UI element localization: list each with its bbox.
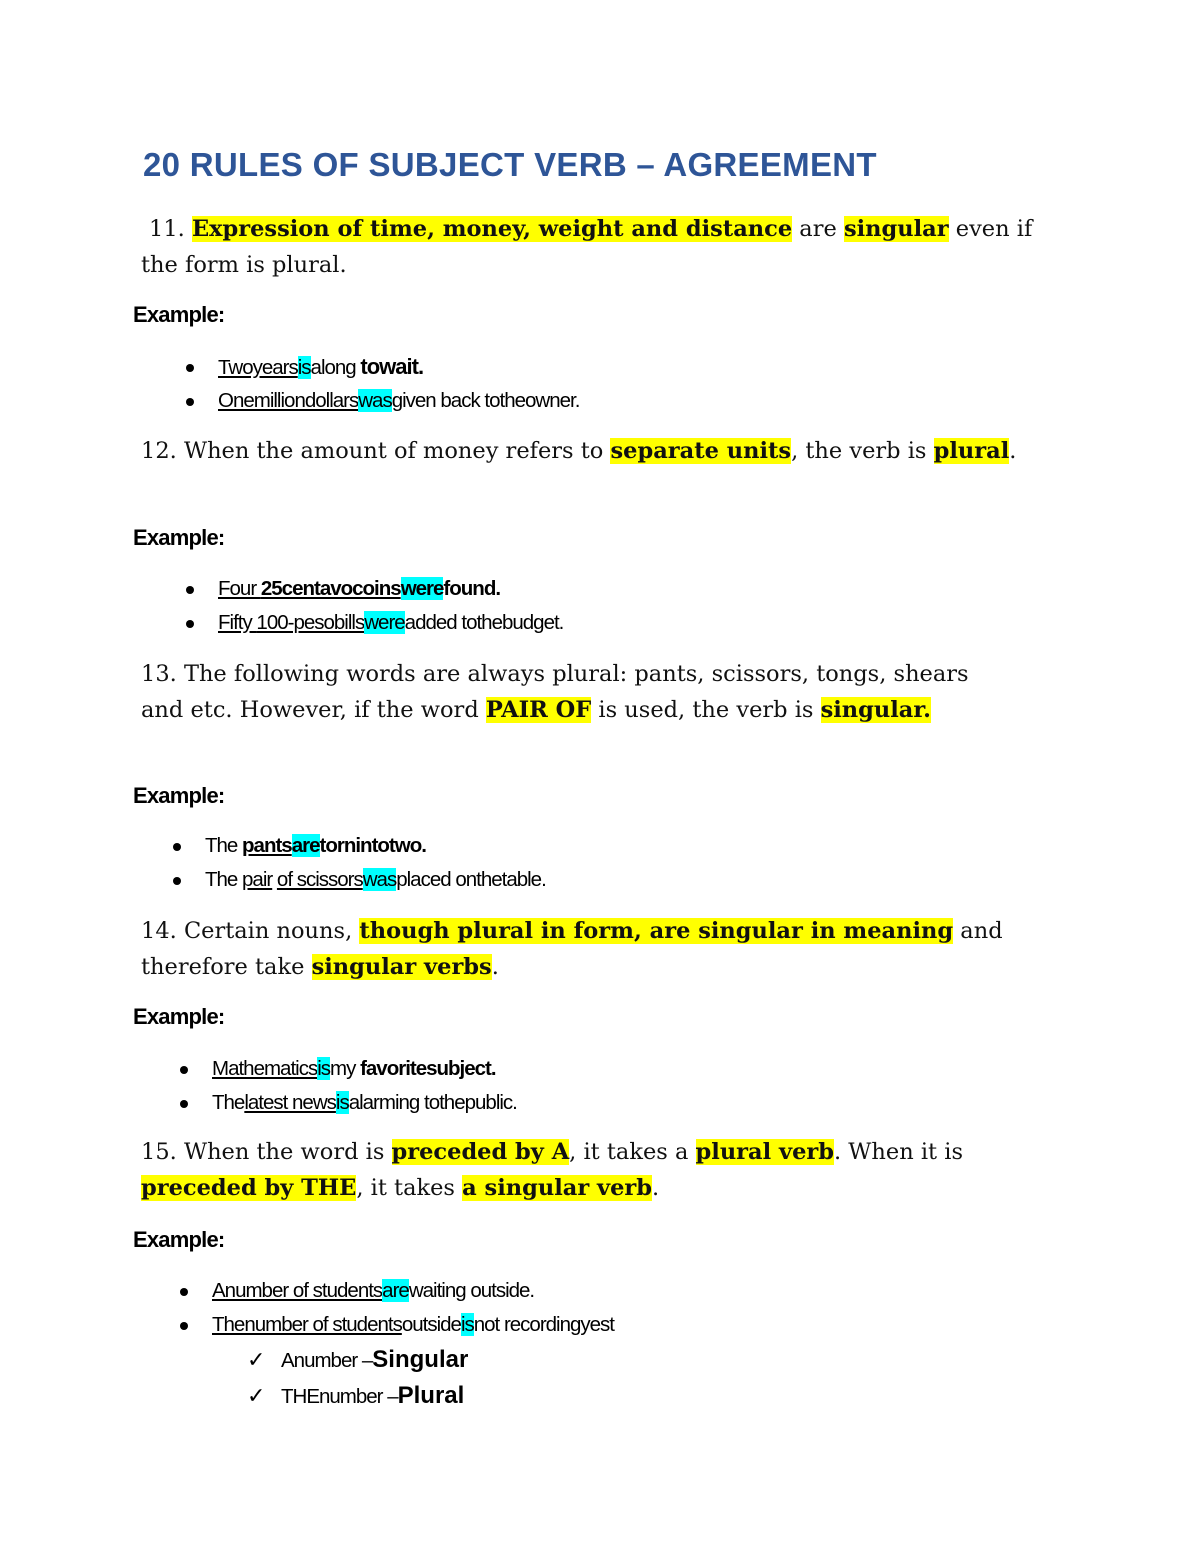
list-item — [212, 1052, 517, 1086]
bullet-icon — [186, 620, 194, 628]
list-item — [218, 384, 579, 418]
verb-highlight: were — [400, 577, 444, 600]
rule-13-text — [141, 656, 991, 728]
example-text: outside — [401, 1313, 461, 1336]
verb-highlight: is — [317, 1057, 331, 1080]
list-item — [212, 1308, 614, 1342]
example-text: not recordingyest — [473, 1313, 615, 1336]
verb-highlight: is — [460, 1313, 474, 1336]
subject-text: pants — [242, 834, 292, 857]
subject-text: Anumber of students — [212, 1279, 383, 1302]
rule-text: When the word is — [183, 1139, 392, 1165]
highlight: singular verbs — [311, 954, 492, 980]
rule-text: When the amount of money refers to — [183, 438, 611, 464]
subject-text: latest news — [244, 1091, 336, 1114]
example-list — [218, 350, 579, 418]
check-item — [247, 1378, 468, 1414]
example-text: my — [330, 1057, 361, 1080]
subject-text: 100-pesobills — [256, 611, 365, 634]
example-text: tornintotwo. — [319, 834, 426, 857]
rule-text: , it takes a — [569, 1139, 696, 1165]
example-text: The — [212, 1091, 245, 1114]
rule-11-text — [141, 211, 1041, 283]
bullet-icon — [186, 364, 194, 372]
bullet-icon — [180, 1322, 188, 1330]
highlight: Expression of time, money, weight and distance — [191, 216, 793, 242]
list-item — [218, 572, 563, 606]
checkmark-icon: ✓ — [247, 1348, 266, 1373]
subject-text: Mathematics — [212, 1057, 318, 1080]
example-text: towait. — [360, 354, 424, 379]
rule-text: are — [792, 216, 844, 242]
verb-highlight: is — [335, 1091, 349, 1114]
highlight: preceded by THE — [141, 1175, 357, 1201]
example-text: waiting outside. — [408, 1279, 535, 1302]
verb-highlight: was — [358, 389, 392, 412]
rule-text: , it takes — [356, 1175, 463, 1201]
example-label: Example: — [133, 525, 225, 550]
verb-highlight: is — [297, 356, 311, 379]
highlight: separate units — [610, 438, 792, 464]
bullet-icon — [186, 586, 194, 594]
bullet-icon — [186, 398, 194, 406]
example-text: alarming tothepublic. — [348, 1091, 517, 1114]
bullet-icon — [173, 877, 181, 885]
example-text: placed onthetable. — [396, 868, 546, 891]
checkmark-icon: ✓ — [247, 1384, 266, 1409]
example-text: along — [310, 356, 361, 379]
example-label: Example: — [133, 1004, 225, 1029]
rule-text: . — [652, 1175, 660, 1201]
example-list — [205, 829, 546, 897]
rule-number: 14. — [141, 918, 184, 944]
example-text: found. — [443, 577, 501, 600]
verb-highlight: are — [382, 1279, 409, 1302]
list-item — [218, 606, 563, 640]
rule-14-text — [141, 913, 1021, 985]
checklist — [247, 1342, 468, 1414]
list-item — [212, 1086, 517, 1120]
rule-number: 12. — [141, 438, 184, 464]
rule-text: . When it is — [833, 1139, 963, 1165]
page-title: 20 RULES OF SUBJECT VERB – AGREEMENT — [143, 146, 877, 183]
subject-text: Onemilliondollars — [218, 389, 359, 412]
rule-text: . — [1009, 438, 1017, 464]
bullet-icon — [180, 1066, 188, 1074]
subject-text: pair — [242, 868, 273, 891]
subject-text: Fifty — [218, 611, 257, 634]
subject-text: Twoyears — [218, 356, 298, 379]
subject-text: 25centavocoins — [260, 577, 401, 600]
bullet-icon — [180, 1288, 188, 1296]
bullet-icon — [173, 843, 181, 851]
highlight: preceded by A — [391, 1139, 570, 1165]
example-label: Example: — [133, 783, 225, 808]
rule-number: 15. — [141, 1139, 184, 1165]
rule-number: 11. — [149, 216, 192, 242]
check-value: Singular — [372, 1346, 469, 1373]
bullet-icon — [180, 1100, 188, 1108]
highlight: PAIR OF — [485, 697, 592, 723]
rule-text: and therefore take — [141, 918, 1003, 980]
highlight: singular. — [820, 697, 932, 723]
example-text: The — [205, 868, 243, 891]
rule-text: is used, the verb is — [591, 697, 821, 723]
example-list — [212, 1274, 614, 1342]
example-text: favoritesubject. — [360, 1057, 496, 1080]
check-text: THEnumber – — [281, 1385, 398, 1408]
list-item — [218, 350, 579, 384]
subject-text: of scissors — [276, 868, 363, 891]
example-text: given back totheowner. — [391, 389, 580, 412]
verb-highlight: were — [364, 611, 405, 634]
list-item — [205, 829, 546, 863]
verb-highlight: was — [362, 868, 397, 891]
highlight: plural — [933, 438, 1010, 464]
example-text: added tothebudget. — [404, 611, 564, 634]
rule-15-text — [141, 1134, 1021, 1206]
example-list — [212, 1052, 517, 1120]
example-list — [218, 572, 563, 640]
rule-text: Certain nouns, — [183, 918, 360, 944]
check-value: Plural — [397, 1382, 465, 1409]
verb-highlight: are — [291, 834, 320, 857]
example-label: Example: — [133, 302, 225, 327]
example-label: Example: — [133, 1227, 225, 1252]
rule-text: , the verb is — [791, 438, 934, 464]
highlight: singular — [843, 216, 949, 242]
highlight: a singular verb — [462, 1175, 653, 1201]
example-text: The — [205, 834, 243, 857]
highlight: plural verb — [695, 1139, 834, 1165]
list-item — [212, 1274, 614, 1308]
list-item — [205, 863, 546, 897]
rule-text: The following words are always plural: pants, scissors, tongs, shears and etc. However, if the word — [141, 661, 969, 723]
check-text: Anumber – — [281, 1349, 373, 1372]
subject-text: Four — [218, 577, 261, 600]
highlight: though plural in form, are singular in meaning — [359, 918, 954, 944]
rule-number: 13. — [141, 661, 184, 687]
rule-12-text — [141, 433, 1041, 469]
subject-text: Thenumber of students — [212, 1313, 402, 1336]
check-item — [247, 1342, 468, 1378]
rule-text: even if the form is plural. — [141, 216, 1033, 278]
rule-text: . — [491, 954, 499, 980]
